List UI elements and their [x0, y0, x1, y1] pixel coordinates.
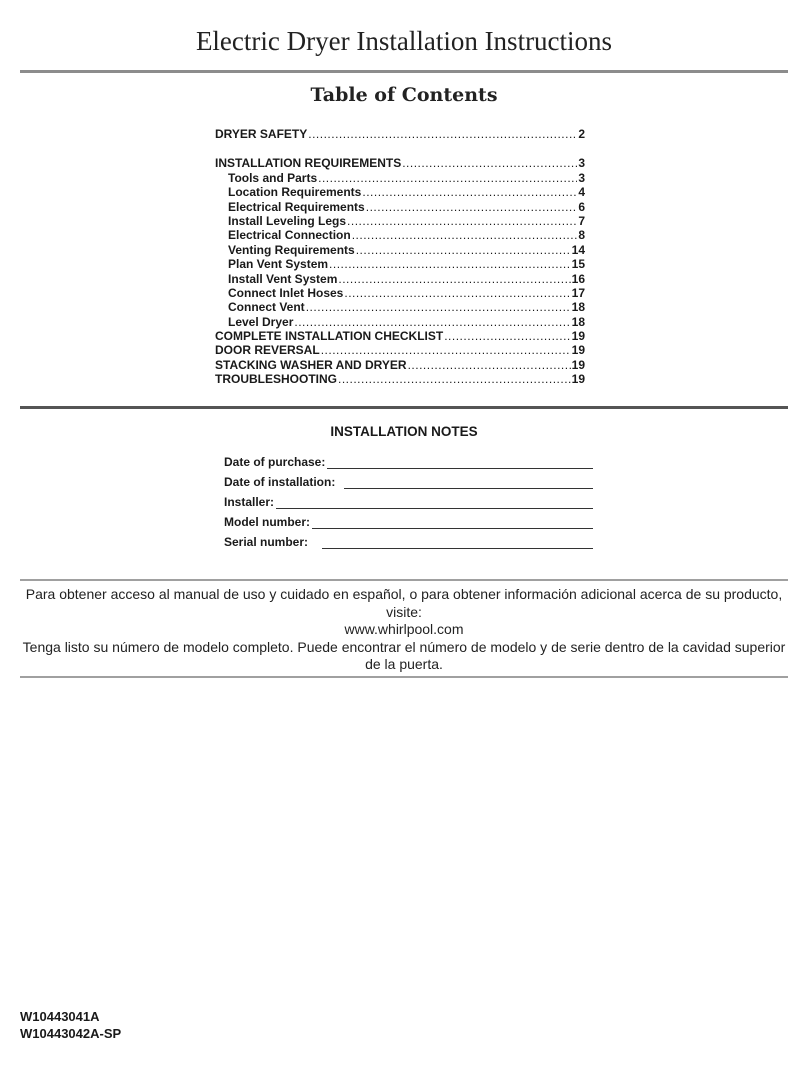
- blank-line[interactable]: [322, 536, 593, 549]
- toc-entry-plan-vent-system[interactable]: Plan Vent System ..... 15: [215, 257, 585, 271]
- spanish-bottom-rule: [20, 676, 788, 678]
- toc-entry-dryer-safety[interactable]: DRYER SAFETY ..... 2: [215, 127, 585, 141]
- website-link[interactable]: www.whirlpool.com: [344, 621, 464, 637]
- blank-line[interactable]: [312, 516, 593, 529]
- title-rule: [20, 70, 788, 73]
- toc-entry-connect-vent[interactable]: Connect Vent ..... 18: [215, 300, 585, 314]
- toc-entry-connect-inlet-hoses[interactable]: Connect Inlet Hoses ..... 17: [215, 286, 585, 300]
- toc-entry-electrical-requirements[interactable]: Electrical Requirements ..... 6: [215, 200, 585, 214]
- toc-entry-install-leveling-legs[interactable]: Install Leveling Legs ..... 7: [215, 214, 585, 228]
- serial-number-field[interactable]: Serial number:: [224, 529, 593, 549]
- toc-entry-electrical-connection[interactable]: Electrical Connection ..... 8: [215, 228, 585, 242]
- date-of-purchase-field[interactable]: Date of purchase:: [224, 449, 593, 469]
- toc-entry-level-dryer[interactable]: Level Dryer ..... 18: [215, 315, 585, 329]
- blank-line[interactable]: [344, 476, 593, 489]
- toc-heading: Table of Contents: [310, 84, 498, 106]
- installation-notes-form: [224, 449, 593, 549]
- blank-line[interactable]: [327, 456, 593, 469]
- part-number: W10443041A: [20, 1009, 100, 1024]
- toc-entry-installation-requirements[interactable]: INSTALLATION REQUIREMENTS ..... 3: [215, 156, 585, 170]
- installation-notes-heading: INSTALLATION NOTES: [330, 424, 478, 439]
- spanish-notice-line1: Para obtener acceso al manual de uso y cuidado en español, o para obtener información adicional acerca de su producto, visite:: [25, 586, 783, 620]
- toc-entry-location-requirements[interactable]: Location Requirements ..... 4: [215, 185, 585, 199]
- document-codes: [20, 1008, 121, 1042]
- table-of-contents: [215, 127, 585, 387]
- date-of-installation-field[interactable]: Date of installation:: [224, 469, 593, 489]
- spanish-notice: [20, 586, 788, 674]
- installer-field[interactable]: Installer:: [224, 489, 593, 509]
- toc-entry-stacking-washer-and-dryer[interactable]: STACKING WASHER AND DRYER ..... 19: [215, 358, 585, 372]
- document-title: Electric Dryer Installation Instructions: [195, 26, 613, 56]
- toc-entry-tools-and-parts[interactable]: Tools and Parts ..... 3: [215, 171, 585, 185]
- toc-entry-troubleshooting[interactable]: TROUBLESHOOTING ..... 19: [215, 372, 585, 386]
- part-number-sp: W10443042A-SP: [20, 1026, 122, 1041]
- toc-entry-door-reversal[interactable]: DOOR REVERSAL ..... 19: [215, 343, 585, 357]
- spanish-notice-line2: Tenga listo su número de modelo completo. Puede encontrar el número de modelo y de serie dentro de la cavidad superior de la puerta.: [22, 638, 786, 672]
- blank-line[interactable]: [276, 496, 593, 509]
- spanish-top-rule: [20, 579, 788, 581]
- toc-rule: [20, 406, 788, 409]
- toc-entry-venting-requirements[interactable]: Venting Requirements ..... 14: [215, 243, 585, 257]
- toc-entry-install-vent-system[interactable]: Install Vent System ..... 16: [215, 272, 585, 286]
- toc-entry-complete-installation-checklist[interactable]: COMPLETE INSTALLATION CHECKLIST ..... 19: [215, 329, 585, 343]
- model-number-field[interactable]: Model number:: [224, 509, 593, 529]
